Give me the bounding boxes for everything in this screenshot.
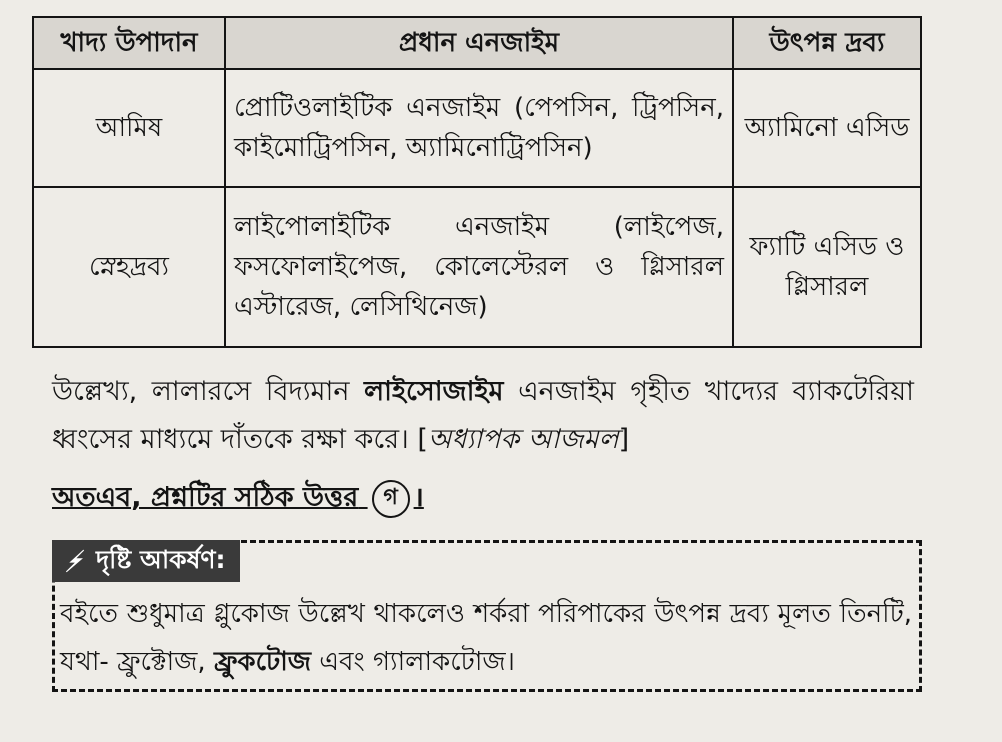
cell-product: অ্যামিনো এসিড bbox=[733, 69, 921, 187]
attribution: অধ্যাপক আজমল bbox=[427, 424, 619, 455]
note-text: এবং গ্যালাকটোজ। bbox=[311, 647, 515, 677]
answer-text: অতএব, প্রশ্নটির সঠিক উত্তর bbox=[52, 482, 359, 513]
paragraph-text: এনজাইম গৃহীত খাদ্যের ব্যাকটেরিয়া ধ্বংসের মাধ্যমে দাঁতকে রক্ষা করে। [ bbox=[52, 376, 914, 455]
paragraph-bold-term: লাইসোজাইম bbox=[364, 376, 504, 407]
cell-enzyme: প্রোটিওলাইটিক এনজাইম (পেপসিন, ট্রিপসিন, কাইমোট্রিপসিন, অ্যামিনোট্রিপসিন) bbox=[225, 69, 733, 187]
answer-line bbox=[52, 476, 424, 520]
paragraph-text: উল্লেখ্য, লালারসে বিদ্যমান bbox=[52, 376, 365, 407]
note-text: বইতে শুধুমাত্র গ্লুকোজ উল্লেখ থাকলেও শর্করা পরিপাকের উৎপন্ন দ্রব্য মূলত তিনটি, যথা- ফ্রুক্টোজ, bbox=[60, 599, 912, 677]
header-food-component: খাদ্য উপাদান bbox=[33, 17, 225, 69]
attention-text bbox=[60, 590, 912, 686]
cell-food: স্নেহদ্রব্য bbox=[33, 187, 225, 347]
attention-heading-text: দৃষ্টি আকর্ষণ: bbox=[96, 544, 226, 574]
cell-enzyme: লাইপোলাইটিক এনজাইম (লাইপেজ, ফসফোলাইপেজ, কোলেস্টেরল ও গ্লিসারল এস্টারেজ, লেসিথিনেজ) bbox=[225, 187, 733, 347]
table-header-row bbox=[33, 17, 921, 69]
table-row bbox=[33, 69, 921, 187]
note-bold-term: ফ্রুকটোজ bbox=[213, 647, 312, 677]
lightning-icon bbox=[62, 548, 88, 574]
cell-product: ফ্যাটি এসিড ও গ্লিসারল bbox=[733, 187, 921, 347]
answer-option-circle: গ bbox=[372, 480, 410, 518]
digestion-table bbox=[32, 16, 922, 348]
header-main-enzyme: প্রধান এনজাইম bbox=[225, 17, 733, 69]
answer-suffix: । bbox=[413, 482, 424, 513]
attention-heading bbox=[52, 540, 240, 582]
paragraph-text: ] bbox=[618, 424, 630, 455]
header-product: উৎপন্ন দ্রব্য bbox=[733, 17, 921, 69]
table-row bbox=[33, 187, 921, 347]
explanation-paragraph bbox=[52, 368, 914, 464]
cell-food: আমিষ bbox=[33, 69, 225, 187]
